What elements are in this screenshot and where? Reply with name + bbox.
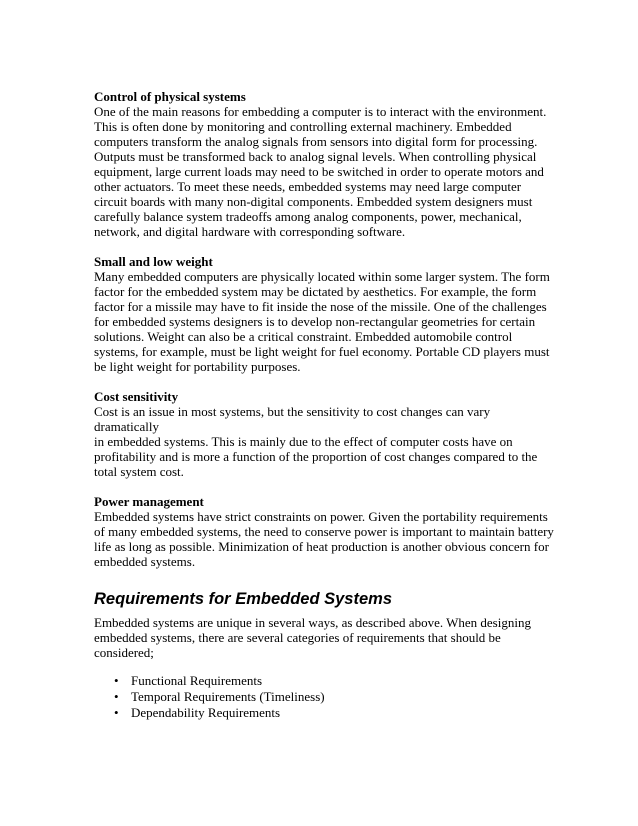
text-line: of many embedded systems, the need to conserve power is important to maintain battery xyxy=(94,524,554,539)
text-line: computers transform the analog signals from sensors into digital form for processing. xyxy=(94,134,538,149)
text-line: embedded systems. xyxy=(94,554,196,569)
bullet-icon: • xyxy=(114,689,119,704)
section-heading: Control of physical systems xyxy=(94,89,246,104)
section-heading: Cost sensitivity xyxy=(94,389,179,404)
text-line: Embedded systems have strict constraints on power. Given the portability requirements xyxy=(94,509,548,524)
text-line: for embedded systems designers is to develop non-rectangular geometries for certain xyxy=(94,314,536,329)
text-line: Many embedded computers are physically located within some larger system. The form xyxy=(94,269,550,284)
requirements-heading: Requirements for Embedded Systems xyxy=(94,590,392,608)
text-line: Cost is an issue in most systems, but the sensitivity to cost changes can vary dramatically xyxy=(94,404,491,434)
list-item-label: Functional Requirements xyxy=(131,673,263,688)
document-page xyxy=(94,89,554,721)
text-line: systems, for example, must be light weight for fuel economy. Portable CD players must xyxy=(94,344,550,359)
section-body xyxy=(94,269,554,374)
bullet-icon: • xyxy=(114,673,119,688)
section-heading: Power management xyxy=(94,494,204,509)
list-item xyxy=(114,705,554,720)
text-line: factor for the embedded system may be dictated by aesthetics. For example, the form xyxy=(94,284,537,299)
text-line: embedded systems, there are several categories of requirements that should be xyxy=(94,630,501,645)
text-line: Outputs must be transformed back to analog signal levels. When controlling physical xyxy=(94,149,537,164)
section-small-and-low-weight xyxy=(94,254,554,374)
text-line: solutions. Weight can also be a critical constraint. Embedded automobile control xyxy=(94,329,513,344)
section-cost-sensitivity xyxy=(94,389,554,479)
text-line: network, and digital hardware with corresponding software. xyxy=(94,224,406,239)
section-heading: Small and low weight xyxy=(94,254,213,269)
text-line: Embedded systems are unique in several ways, as described above. When designing xyxy=(94,615,531,630)
list-item xyxy=(114,673,554,688)
section-body xyxy=(94,509,554,569)
text-line: equipment, large current loads may need to be switched in order to operate motors and xyxy=(94,164,544,179)
text-line: One of the main reasons for embedding a computer is to interact with the environment. xyxy=(94,104,547,119)
section-body xyxy=(94,104,554,239)
list-item xyxy=(114,689,554,704)
requirements-list xyxy=(94,673,554,720)
list-item-label: Temporal Requirements (Timeliness) xyxy=(131,689,325,704)
text-line: be light weight for portability purposes. xyxy=(94,359,301,374)
section-power-management xyxy=(94,494,554,569)
text-line: profitability and is more a function of the proportion of cost changes compared to the xyxy=(94,449,538,464)
list-item-label: Dependability Requirements xyxy=(131,705,281,720)
text-line: other actuators. To meet these needs, embedded systems may need large computer xyxy=(94,179,522,194)
bullet-icon: • xyxy=(114,705,119,720)
text-line: considered; xyxy=(94,645,154,660)
text-line: carefully balance system tradeoffs among analog components, power, mechanical, xyxy=(94,209,522,224)
text-line: life as long as possible. Minimization of heat production is another obvious concern for xyxy=(94,539,549,554)
text-line: factor for a missile may have to fit inside the nose of the missile. One of the challenges xyxy=(94,299,547,314)
text-line: circuit boards with many non-digital components. Embedded system designers must xyxy=(94,194,533,209)
section-control-of-physical-systems xyxy=(94,89,554,239)
section-body xyxy=(94,404,554,479)
text-line: in embedded systems. This is mainly due to the effect of computer costs have on xyxy=(94,434,513,449)
requirements-intro xyxy=(94,615,554,660)
text-line: total system cost. xyxy=(94,464,184,479)
text-line: This is often done by monitoring and controlling external machinery. Embedded xyxy=(94,119,512,134)
